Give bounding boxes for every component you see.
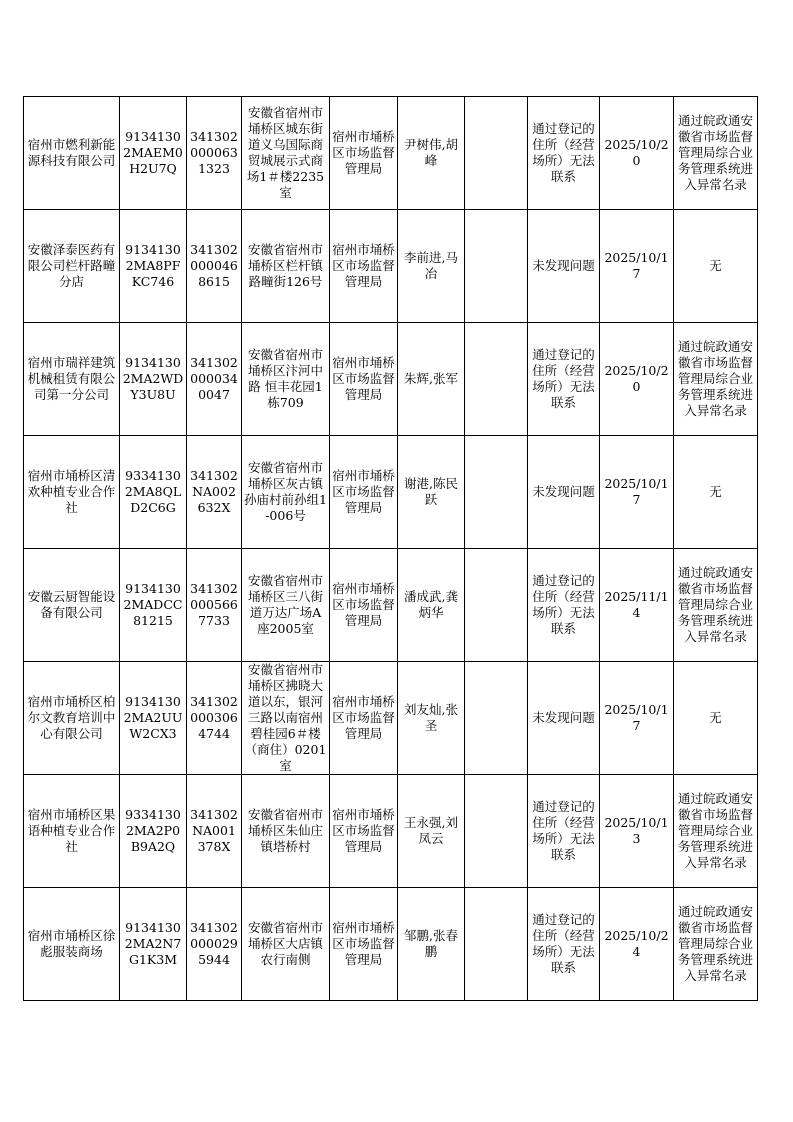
blank-cell [465,323,528,436]
authority-cell: 宿州市埇桥区市场监督管理局 [330,662,398,775]
table-row [24,549,758,662]
address-cell: 安徽省宿州市埇桥区三八街道万达广场A座2005室 [242,549,330,662]
authority-cell: 宿州市埇桥区市场监督管理局 [330,549,398,662]
registration-number-cell: 3413020000631323 [187,97,242,210]
result-cell: 未发现问题 [528,210,600,323]
credit-code-cell: 91341302MAEM0H2U7Q [120,97,187,210]
credit-code-cell: 91341302MA8PFKC746 [120,210,187,323]
result-cell: 通过登记的住所（经营场所）无法联系 [528,775,600,888]
date-cell: 2025/10/13 [600,775,674,888]
measure-cell: 通过皖政通安徽省市场监督管理局综合业务管理系统进入异常名录 [674,888,758,1001]
company-name-cell: 宿州市瑞祥建筑机械租赁有限公司第一分公司 [24,323,120,436]
company-name-cell: 安徽泽泰医药有限公司栏杆路疃分店 [24,210,120,323]
company-name-cell: 宿州市燃利新能源科技有限公司 [24,97,120,210]
inspectors-cell: 李前进,马冶 [398,210,465,323]
inspectors-cell: 朱辉,张军 [398,323,465,436]
table-row [24,323,758,436]
inspection-records-table [23,96,758,1001]
result-cell: 未发现问题 [528,662,600,775]
credit-code-cell: 93341302MA2P0B9A2Q [120,775,187,888]
blank-cell [465,210,528,323]
date-cell: 2025/10/17 [600,210,674,323]
date-cell: 2025/10/17 [600,662,674,775]
authority-cell: 宿州市埇桥区市场监督管理局 [330,323,398,436]
registration-number-cell: 3413020003064744 [187,662,242,775]
blank-cell [465,549,528,662]
table-row [24,662,758,775]
address-cell: 安徽省宿州市埇桥区汴河中路 恒丰花园1栋709 [242,323,330,436]
authority-cell: 宿州市埇桥区市场监督管理局 [330,888,398,1001]
date-cell: 2025/11/14 [600,549,674,662]
blank-cell [465,662,528,775]
registration-number-cell: 3413020005667733 [187,549,242,662]
date-cell: 2025/10/24 [600,888,674,1001]
inspectors-cell: 王永强,刘凤云 [398,775,465,888]
blank-cell [465,97,528,210]
date-cell: 2025/10/17 [600,436,674,549]
company-name-cell: 安徽云厨智能设备有限公司 [24,549,120,662]
date-cell: 2025/10/20 [600,97,674,210]
inspectors-cell: 潘成武,龚炳华 [398,549,465,662]
measure-cell: 通过皖政通安徽省市场监督管理局综合业务管理系统进入异常名录 [674,323,758,436]
result-cell: 未发现问题 [528,436,600,549]
credit-code-cell: 93341302MA8QLD2C6G [120,436,187,549]
authority-cell: 宿州市埇桥区市场监督管理局 [330,436,398,549]
inspectors-cell: 尹树伟,胡峰 [398,97,465,210]
inspectors-cell: 刘友灿,张圣 [398,662,465,775]
address-cell: 安徽省宿州市埇桥区大店镇农行南侧 [242,888,330,1001]
registration-number-cell: 3413020000340047 [187,323,242,436]
registration-number-cell: 3413020000468615 [187,210,242,323]
authority-cell: 宿州市埇桥区市场监督管理局 [330,97,398,210]
authority-cell: 宿州市埇桥区市场监督管理局 [330,210,398,323]
address-cell: 安徽省宿州市埇桥区栏杆镇路疃街126号 [242,210,330,323]
measure-cell: 无 [674,210,758,323]
blank-cell [465,436,528,549]
company-name-cell: 宿州市埇桥区清欢种植专业合作社 [24,436,120,549]
measure-cell: 通过皖政通安徽省市场监督管理局综合业务管理系统进入异常名录 [674,97,758,210]
credit-code-cell: 91341302MADCC81215 [120,549,187,662]
inspectors-cell: 谢港,陈民跃 [398,436,465,549]
date-cell: 2025/10/20 [600,323,674,436]
table-row [24,436,758,549]
registration-number-cell: 341302NA002632X [187,436,242,549]
registration-number-cell: 341302NA001378X [187,775,242,888]
address-cell: 安徽省宿州市埇桥区拂晓大道以东，银河三路以南宿州碧桂园6＃楼（商住）0201室 [242,662,330,775]
credit-code-cell: 91341302MA2N7G1K3M [120,888,187,1001]
table-row [24,775,758,888]
company-name-cell: 宿州市埇桥区徐彪服装商场 [24,888,120,1001]
measure-cell: 通过皖政通安徽省市场监督管理局综合业务管理系统进入异常名录 [674,775,758,888]
company-name-cell: 宿州市埇桥区果语种植专业合作社 [24,775,120,888]
measure-cell: 无 [674,662,758,775]
address-cell: 安徽省宿州市埇桥区灰古镇孙庙村前孙组1-006号 [242,436,330,549]
address-cell: 安徽省宿州市埇桥区城东街道义乌国际商贸城展示式商场1＃楼2235室 [242,97,330,210]
table-row [24,888,758,1001]
authority-cell: 宿州市埇桥区市场监督管理局 [330,775,398,888]
inspectors-cell: 邹鹏,张春鹏 [398,888,465,1001]
blank-cell [465,888,528,1001]
measure-cell: 通过皖政通安徽省市场监督管理局综合业务管理系统进入异常名录 [674,549,758,662]
measure-cell: 无 [674,436,758,549]
result-cell: 通过登记的住所（经营场所）无法联系 [528,888,600,1001]
company-name-cell: 宿州市埇桥区柏尔文教育培训中心有限公司 [24,662,120,775]
address-cell: 安徽省宿州市埇桥区朱仙庄镇塔桥村 [242,775,330,888]
credit-code-cell: 91341302MA2WDY3U8U [120,323,187,436]
table-row [24,210,758,323]
table-row [24,97,758,210]
result-cell: 通过登记的住所（经营场所）无法联系 [528,549,600,662]
result-cell: 通过登记的住所（经营场所）无法联系 [528,323,600,436]
result-cell: 通过登记的住所（经营场所）无法联系 [528,97,600,210]
blank-cell [465,775,528,888]
credit-code-cell: 91341302MA2UUW2CX3 [120,662,187,775]
registration-number-cell: 3413020000295944 [187,888,242,1001]
